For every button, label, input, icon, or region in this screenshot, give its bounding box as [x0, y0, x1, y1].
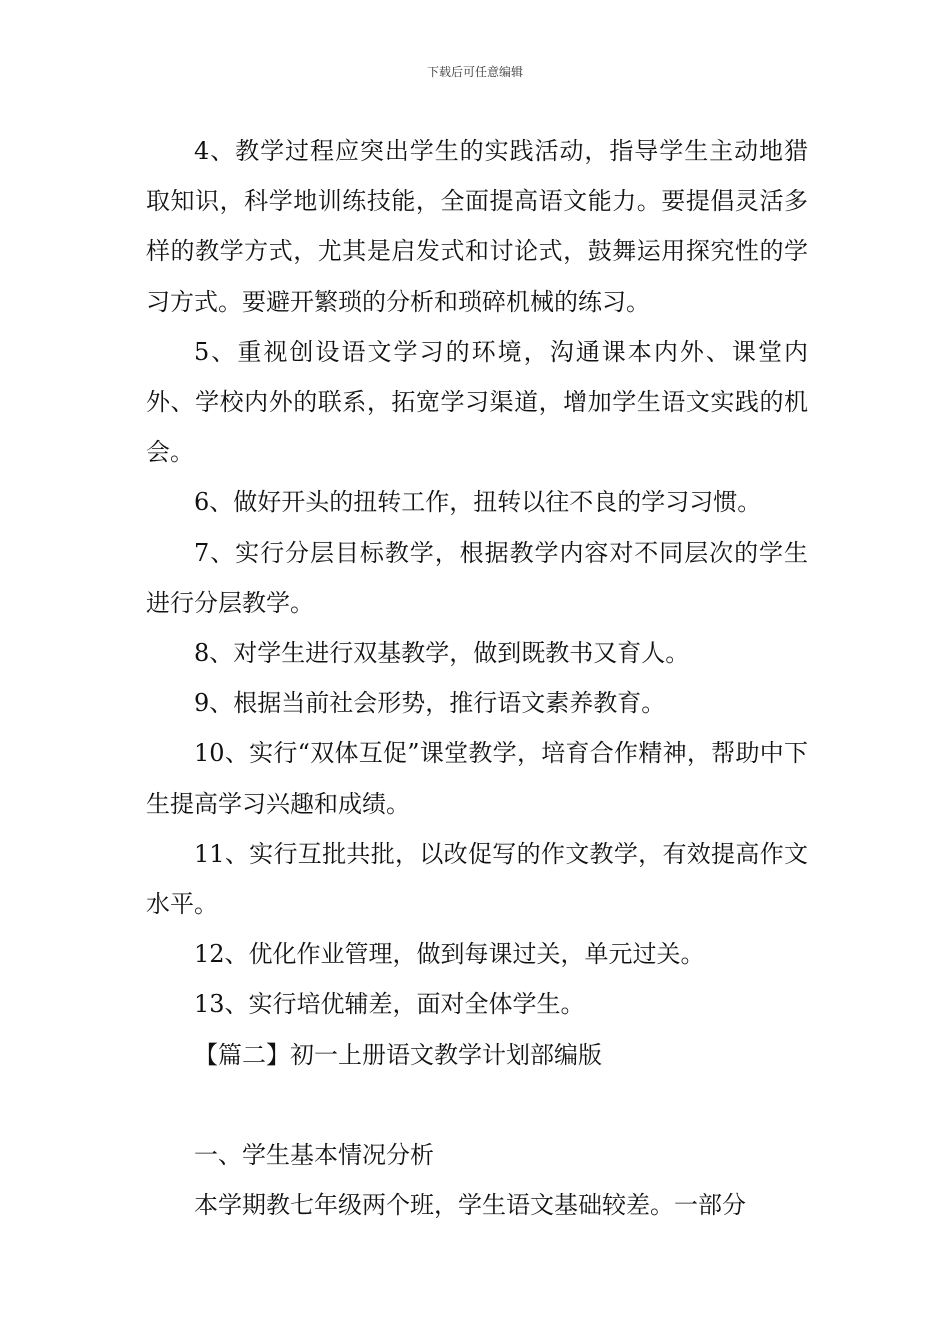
subheading: 一、学生基本情况分析 [194, 1140, 434, 1169]
paragraph-item-10: 10、实行“双体互促”课堂教学，培育合作精神，帮助中下生提高学习兴趣和成绩。 [146, 739, 808, 818]
paragraph-intro: 本学期教七年级两个班，学生语文基础较差。一部分 [194, 1191, 746, 1220]
paragraph-item-11: 11、实行互批共批，以改促写的作文教学，有效提高作文水平。 [146, 839, 808, 919]
paragraph-item-12: 12、优化作业管理，做到每课过关，单元过关。 [194, 940, 705, 969]
section-spacer [146, 1080, 808, 1130]
section-title: 【篇二】初一上册语文教学计划部编版 [194, 1040, 602, 1069]
paragraph-item-5: 5、重视创设语文学习的环境，沟通课本内外、课堂内外、学校内外的联系，拓宽学习渠道，增加学生语文实践的机会。 [146, 337, 808, 467]
paragraph-item-6: 6、做好开头的扭转工作，扭转以往不良的学习习惯。 [194, 488, 762, 517]
paragraph-item-7: 7、实行分层目标教学，根据教学内容对不同层次的学生进行分层教学。 [146, 538, 808, 617]
page-header: 下载后可任意编辑 [426, 65, 523, 79]
document-body [146, 126, 808, 1230]
paragraph-item-8: 8、对学生进行双基教学，做到既教书又育人。 [194, 639, 690, 668]
paragraph-item-13: 13、实行培优辅差，面对全体学生。 [194, 990, 585, 1019]
paragraph-item-4: 4、教学过程应突出学生的实践活动，指导学生主动地猎取知识，科学地训练技能，全面提高语文能力。要提倡灵活多样的教学方式，尤其是启发式和讨论式，鼓舞运用探究性的学习方式。要避开繁琐的分析和琐碎机械的练习。 [146, 137, 808, 316]
paragraph-item-9: 9、根据当前社会形势，推行语文素养教育。 [194, 689, 666, 718]
